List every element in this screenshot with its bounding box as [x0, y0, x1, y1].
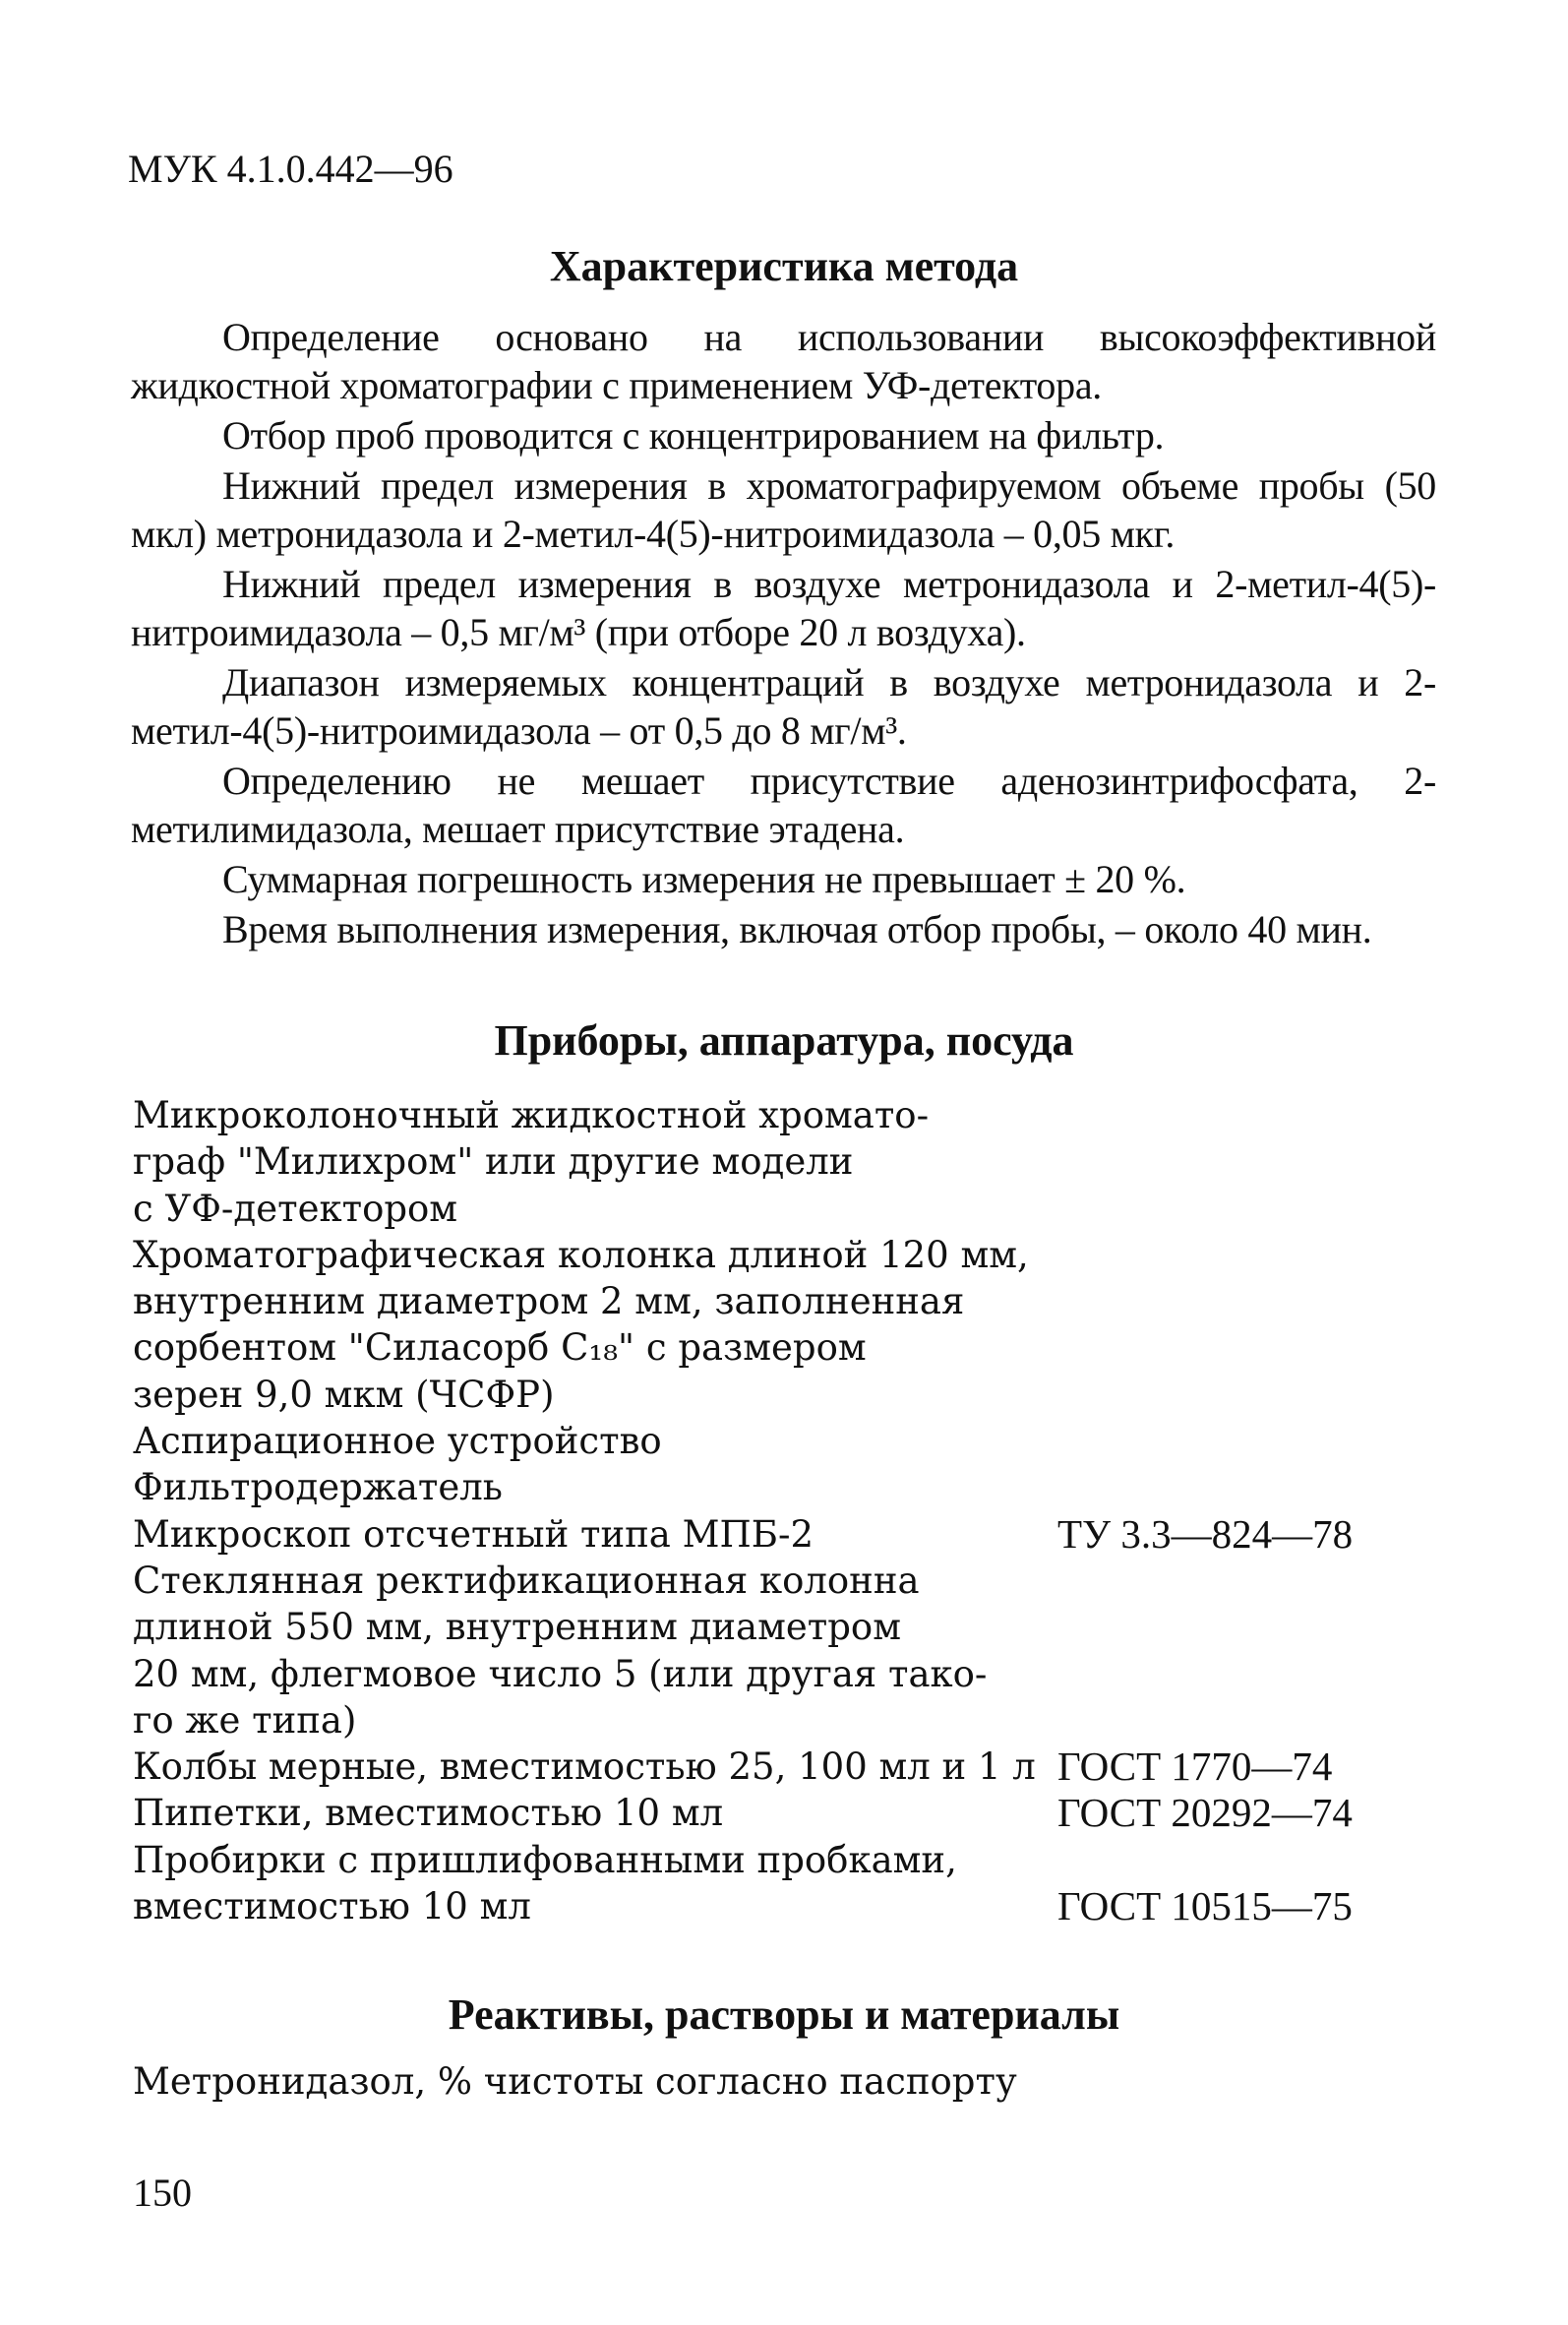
equipment-standard: ГОСТ 1770—74 [1057, 1744, 1333, 1790]
paragraph: Диапазон измеряемых концентраций в воздухе метронидазола и 2-метил-4(5)-нитроимидазола – от 0,5 до 8 мг/м³. [131, 660, 1436, 753]
reagent-item: Метронидазол, % чистоты согласно паспорту [133, 2060, 1017, 2103]
equipment-item [133, 1837, 1412, 1930]
equipment-item [133, 1790, 1412, 1836]
equipment-name: Колбы мерные, вместимостью 25, 100 мл и 1 л [133, 1745, 1036, 1789]
equipment-name: Пробирки с пришлифованными пробками, вместимостью 10 мл [133, 1838, 957, 1928]
equipment-item [133, 1744, 1412, 1790]
paragraph: Нижний предел измерения в воздухе метронидазола и 2-метил-4(5)-нитроимидазола – 0,5 мг/м³ (при отборе 20 л воздуха). [131, 562, 1436, 654]
equipment-item [133, 1418, 1412, 1464]
method-characteristics-text [131, 313, 1436, 955]
equipment-name: Микроскоп отсчетный типа МПБ-2 [133, 1512, 814, 1556]
paragraph: Суммарная погрешность измерения не превышает ± 20 %. [222, 857, 1186, 901]
paragraph: Отбор проб проводится с концентрированием на фильтр. [222, 413, 1165, 458]
section-heading-equipment: Приборы, аппаратура, посуда [494, 1016, 1074, 1065]
equipment-item [133, 1464, 1412, 1510]
paragraph: Время выполнения измерения, включая отбор пробы, – около 40 мин. [222, 907, 1372, 951]
equipment-standard: ГОСТ 10515—75 [1057, 1883, 1353, 1929]
paragraph: Определение основано на использовании высокоэффективной жидкостной хроматографии с применением УФ-детектора. [131, 315, 1436, 407]
equipment-list [133, 1092, 1412, 1929]
equipment-name: Фильтродержатель [133, 1466, 503, 1509]
equipment-name: Аспирационное устройство [133, 1420, 662, 1463]
equipment-standard: ГОСТ 20292—74 [1057, 1790, 1353, 1836]
section-heading-reagents: Реактивы, растворы и материалы [448, 1990, 1120, 2039]
section-heading-characteristics: Характеристика метода [549, 242, 1019, 290]
equipment-name: Стеклянная ректификационная колонна длиной 550 мм, внутренним диаметром 20 мм, флегмовое число 5 (или другая тако- го же типа) [133, 1559, 988, 1742]
equipment-name: Пипетки, вместимостью 10 мл [133, 1792, 724, 1835]
paragraph: Нижний предел измерения в хроматографируемом объеме пробы (50 мкл) метронидазола и 2-метил-4(5)-нитроимидазола – 0,05 мкг. [131, 463, 1436, 556]
document-code: МУК 4.1.0.442—96 [128, 147, 453, 191]
equipment-item [133, 1511, 1412, 1558]
equipment-item [133, 1558, 1412, 1744]
page-number: 150 [133, 2171, 192, 2215]
equipment-standard: ТУ 3.3—824—78 [1057, 1510, 1354, 1557]
paragraph: Определению не мешает присутствие аденозинтрифосфата, 2-метилимидазола, мешает присутствие этадена. [131, 759, 1436, 851]
equipment-item [133, 1092, 1412, 1232]
equipment-item [133, 1232, 1412, 1418]
equipment-name: Хроматографическая колонка длиной 120 мм, внутренним диаметром 2 мм, заполненная сорбентом "Силасорб C₁₈" с размером зерен 9,0 мкм (ЧСФР) [133, 1233, 1029, 1416]
equipment-name: Микроколоночный жидкостной хромато- граф "Милихром" или другие модели с УФ-детектором [133, 1094, 930, 1230]
